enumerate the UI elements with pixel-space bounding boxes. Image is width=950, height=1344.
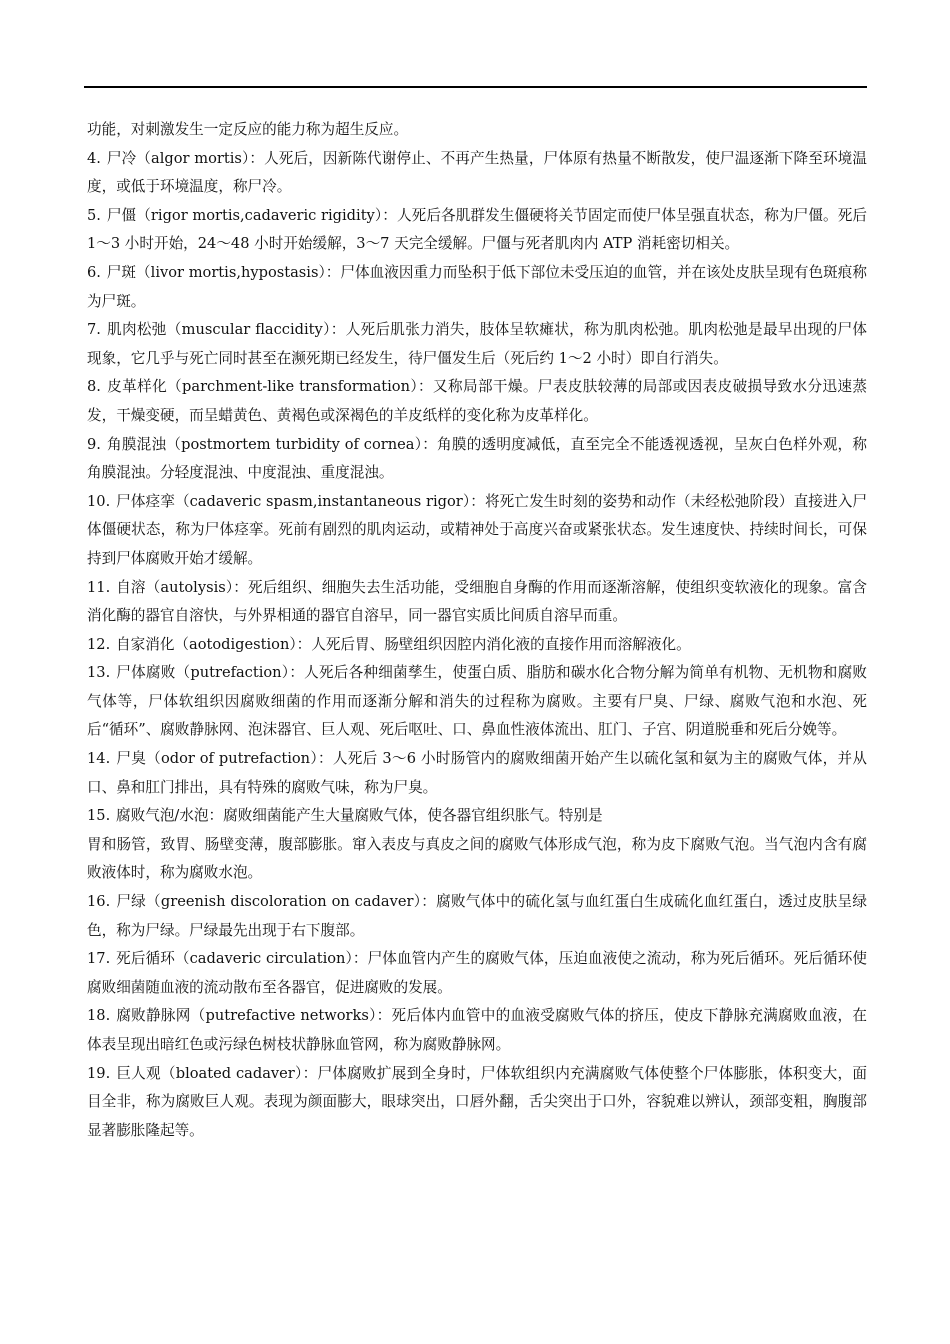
paragraph bbox=[87, 574, 867, 631]
paragraph-text: 尸冷（algor mortis）：人死后，因新陈代谢停止、不再产生热量，尸体原有热量不断散发，使尸温逐渐下降至环境温度，或低于环境温度，称尸冷。 bbox=[87, 149, 867, 196]
document-body bbox=[87, 116, 867, 1145]
paragraph bbox=[87, 745, 867, 802]
paragraph-number: 10. bbox=[87, 492, 111, 510]
paragraph bbox=[87, 259, 867, 316]
paragraph-text: 尸臭（odor of putrefaction）：人死后 3～6 小时肠管内的腐败细菌开始产生以硫化氢和氨为主的腐败气体，并从口、鼻和肛门排出，具有特殊的腐败气味，称为尸臭。 bbox=[87, 750, 867, 796]
paragraph-number: 14. bbox=[87, 750, 111, 768]
paragraph-text: 角膜混浊（postmortem turbidity of cornea）：角膜的透明度减低，直至完全不能透视透视，呈灰白色样外观，称角膜混浊。分轻度混浊、中度混浊、重度混浊。 bbox=[87, 435, 867, 482]
paragraph-number: 4. bbox=[87, 149, 101, 167]
paragraph bbox=[87, 1002, 867, 1059]
paragraph-number: 7. bbox=[87, 321, 101, 339]
paragraph-text: 巨人观（bloated cadaver）：尸体腐败扩展到全身时，尸体软组织内充满腐败气体使整个尸体膨胀，体积变大，面目全非，称为腐败巨人观。表现为颜面膨大，眼球突出，口唇外翻，舌尖突出于口外，容貌难以辨认，颈部变粗，胸腹部显著膨胀隆起等。 bbox=[87, 1064, 867, 1139]
paragraph bbox=[87, 659, 867, 745]
paragraph-text: 腐败气泡/水泡：腐败细菌能产生大量腐败气体，使各器官组织胀气。特别是 bbox=[116, 807, 603, 825]
paragraph-number: 8. bbox=[87, 378, 101, 396]
paragraph-text: 尸绿（greenish discoloration on cadaver）：腐败气体中的硫化氢与血红蛋白生成硫化血红蛋白，透过皮肤呈绿色，称为尸绿。尸绿最先出现于右下腹部。 bbox=[87, 893, 867, 939]
paragraph-text: 尸僵（rigor mortis,cadaveric rigidity）：人死后各肌群发生僵硬将关节固定而使尸体呈强直状态，称为尸僵。死后 1～3 小时开始，24～48 小时开始缓解，3～7 天完全缓解。尸僵与死者肌肉内 ATP 消耗密切相关。 bbox=[87, 206, 867, 253]
paragraph bbox=[87, 373, 867, 430]
paragraph-number: 19. bbox=[87, 1064, 111, 1082]
paragraph bbox=[87, 316, 867, 373]
paragraph-text: 自溶（autolysis）：死后组织、细胞失去生活功能，受细胞自身酶的作用而逐渐溶解，使组织变软液化的现象。富含消化酶的器官自溶快，与外界相通的器官自溶早，同一器官实质比间质自溶早而重。 bbox=[87, 578, 867, 625]
paragraph-number: 15. bbox=[87, 807, 111, 825]
paragraph bbox=[87, 945, 867, 1002]
paragraph bbox=[87, 888, 867, 945]
paragraph bbox=[87, 831, 867, 888]
paragraph-number: 9. bbox=[87, 435, 101, 453]
header-rule bbox=[84, 86, 867, 88]
paragraph bbox=[87, 202, 867, 259]
paragraph-number: 11. bbox=[87, 578, 111, 596]
paragraph bbox=[87, 116, 867, 145]
paragraph-number: 12. bbox=[87, 635, 111, 653]
paragraph-number: 13. bbox=[87, 664, 111, 682]
paragraph-number: 17. bbox=[87, 950, 111, 968]
paragraph-text: 尸斑（livor mortis,hypostasis）：尸体血液因重力而坠积于低下部位未受压迫的血管，并在该处皮肤呈现有色斑痕称为尸斑。 bbox=[87, 263, 867, 310]
paragraph bbox=[87, 488, 867, 574]
paragraph-text: 功能，对刺激发生一定反应的能力称为超生反应。 bbox=[87, 121, 409, 138]
paragraph bbox=[87, 1060, 867, 1146]
paragraph-number: 5. bbox=[87, 206, 101, 224]
paragraph bbox=[87, 145, 867, 202]
paragraph-text: 尸体痉挛（cadaveric spasm,instantaneous rigor）：将死亡发生时刻的姿势和动作（未经松弛阶段）直接进入尸体僵硬状态，称为尸体痉挛。死前有剧烈的肌肉运动，或精神处于高度兴奋或紧张状态。发生速度快、持续时间长，可保持到尸体腐败开始才缓解。 bbox=[87, 492, 867, 567]
paragraph-text: 腐败静脉网（putrefactive networks）：死后体内血管中的血液受腐败气体的挤压，使皮下静脉充满腐败血液，在体表呈现出暗红色或污绿色树枝状静脉血管网，称为腐败静脉网。 bbox=[87, 1007, 867, 1053]
paragraph-text: 肌肉松弛（muscular flaccidity）：人死后肌张力消失，肢体呈软瘫状，称为肌肉松弛。肌肉松弛是最早出现的尸体现象，它几乎与死亡同时甚至在濒死期已经发生，待尸僵发生后（死后约 1～2 小时）即自行消失。 bbox=[87, 321, 867, 367]
paragraph-text: 皮革样化（parchment-like transformation）：又称局部干燥。尸表皮肤较薄的局部或因表皮破损导致水分迅速蒸发，干燥变硬，而呈蜡黄色、黄褐色或深褐色的羊皮纸样的变化称为皮革样化。 bbox=[87, 378, 867, 424]
paragraph-number: 6. bbox=[87, 263, 101, 281]
paragraph-text: 自家消化（aotodigestion）：人死后胃、肠壁组织因腔内消化液的直接作用而溶解液化。 bbox=[116, 635, 691, 653]
paragraph-text: 死后循环（cadaveric circulation）：尸体血管内产生的腐败气体，压迫血液使之流动，称为死后循环。死后循环使腐败细菌随血液的流动散布至各器官，促进腐败的发展。 bbox=[87, 950, 867, 996]
paragraph bbox=[87, 631, 867, 660]
paragraph bbox=[87, 802, 867, 831]
paragraph-number: 18. bbox=[87, 1007, 111, 1025]
paragraph bbox=[87, 431, 867, 488]
paragraph-number: 16. bbox=[87, 893, 111, 911]
paragraph-text: 胃和肠管，致胃、肠壁变薄，腹部膨胀。窜入表皮与真皮之间的腐败气体形成气泡，称为皮下腐败气泡。当气泡内含有腐败液体时，称为腐败水泡。 bbox=[87, 835, 867, 882]
paragraph-text: 尸体腐败（putrefaction）：人死后各种细菌孳生，使蛋白质、脂肪和碳水化合物分解为简单有机物、无机物和腐败气体等，尸体软组织因腐败细菌的作用而逐渐分解和消失的过程称为腐败。主要有尸臭、尸绿、腐败气泡和水泡、死后“循环”、腐败静脉网、泡沫器官、巨人观、死后呕吐、口、鼻血性液体流出、肛门、子宫、阴道脱垂和死后分娩等。 bbox=[87, 664, 867, 739]
